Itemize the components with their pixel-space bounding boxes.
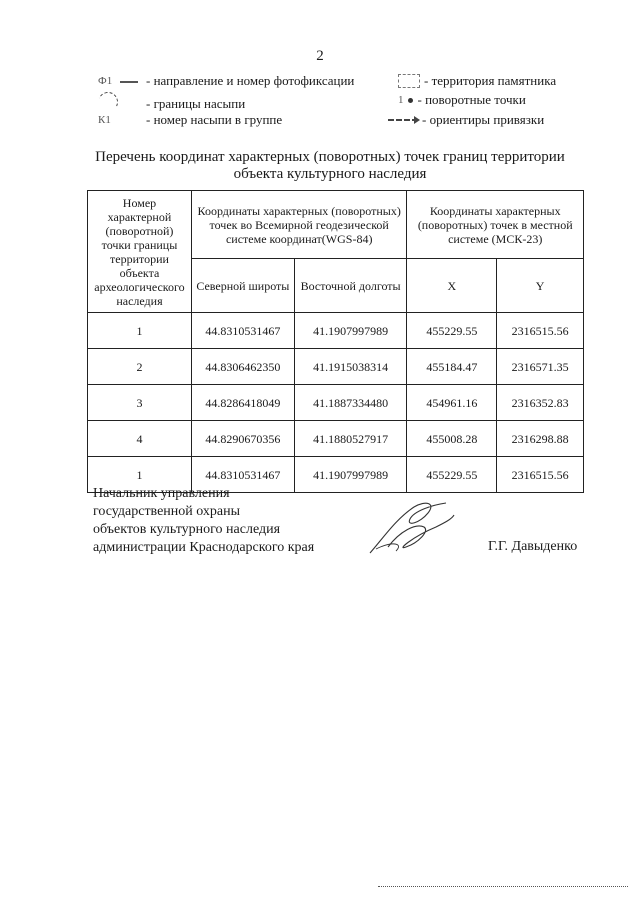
table-row [88,313,584,349]
header-msk: Координаты характерных (поворотных) точек в местной системе (МСК-23) [407,191,584,259]
cell-latitude: 44.8310531467 [191,313,294,349]
mound-number-icon: К1 [98,114,111,126]
cell-x: 454961.16 [407,385,497,421]
cell-y: 2316298.88 [497,421,584,457]
cell-point-number: 2 [88,349,192,385]
photo-arrow-icon: Ф1 [98,75,146,87]
title-line-2: объекта культурного наследия [233,166,427,182]
legend-territory [398,73,556,89]
legend-reference [388,112,544,128]
cell-longitude: 41.1887334480 [294,385,407,421]
header-wgs: Координаты характерных (поворотных) точек во Всемирной геодезической системе координат(WGS-84) [191,191,407,259]
table-row [88,385,584,421]
turn-point-number-icon: 1 [398,94,404,106]
header-point-number: Номер характерной (поворотной) точки границы территории объекта археологического наследия [88,191,192,313]
cell-point-number: 1 [88,457,192,493]
signatory-title [93,485,314,557]
signatory-line-1: Начальник управления [93,486,230,501]
legend-turn-points [398,92,526,108]
cell-point-number: 3 [88,385,192,421]
coordinates-table [87,190,584,493]
legend-mound-number [98,112,282,128]
cell-y: 2316352.83 [497,385,584,421]
legend-mound-number-label: - номер насыпи в группе [146,112,283,127]
document-title [60,149,600,183]
cell-longitude: 41.1907997989 [294,313,407,349]
footer-divider [378,886,628,887]
cell-x: 455229.55 [407,313,497,349]
cell-latitude: 44.8286418049 [191,385,294,421]
header-latitude: Северной широты [191,259,294,313]
turn-point-dot-icon [408,98,413,103]
header-y: Y [497,259,584,313]
legend-territory-label: - территория памятника [424,73,557,88]
cell-y: 2316515.56 [497,457,584,493]
table-header-row [88,191,584,259]
cell-longitude: 41.1915038314 [294,349,407,385]
page-number: 2 [316,48,324,64]
cell-y: 2316571.35 [497,349,584,385]
title-line-1: Перечень координат характерных (поворотных) точек границ территории [95,149,565,165]
table-row [88,421,584,457]
cell-longitude: 41.1907997989 [294,457,407,493]
signer-name: Г.Г. Давыденко [488,539,578,554]
legend-reference-label: - ориентиры привязки [422,112,545,127]
signatory-line-3: объектов культурного наследия [93,522,281,537]
signatory-line-2: государственной охраны [93,504,241,519]
cell-latitude: 44.8290670356 [191,421,294,457]
legend-photo-direction [98,73,354,89]
header-longitude: Восточной долготы [294,259,407,313]
legend-mound-border-label: - границы насыпи [146,95,246,111]
signatory-line-4: администрации Краснодарского края [93,540,315,555]
handwritten-signature [366,497,456,557]
territory-box-icon [398,74,420,88]
reference-arrow-icon [388,119,418,121]
cell-latitude: 44.8306462350 [191,349,294,385]
legend-turn-points-label: - поворотные точки [417,92,526,107]
header-x: X [407,259,497,313]
mound-border-arc-icon [95,89,121,115]
cell-point-number: 1 [88,313,192,349]
cell-x: 455229.55 [407,457,497,493]
cell-latitude: 44.8310531467 [191,457,294,493]
cell-y: 2316515.56 [497,313,584,349]
cell-longitude: 41.1880527917 [294,421,407,457]
cell-x: 455184.47 [407,349,497,385]
cell-x: 455008.28 [407,421,497,457]
table-row [88,349,584,385]
legend-photo-label: - направление и номер фотофиксации [146,73,355,88]
cell-point-number: 4 [88,421,192,457]
